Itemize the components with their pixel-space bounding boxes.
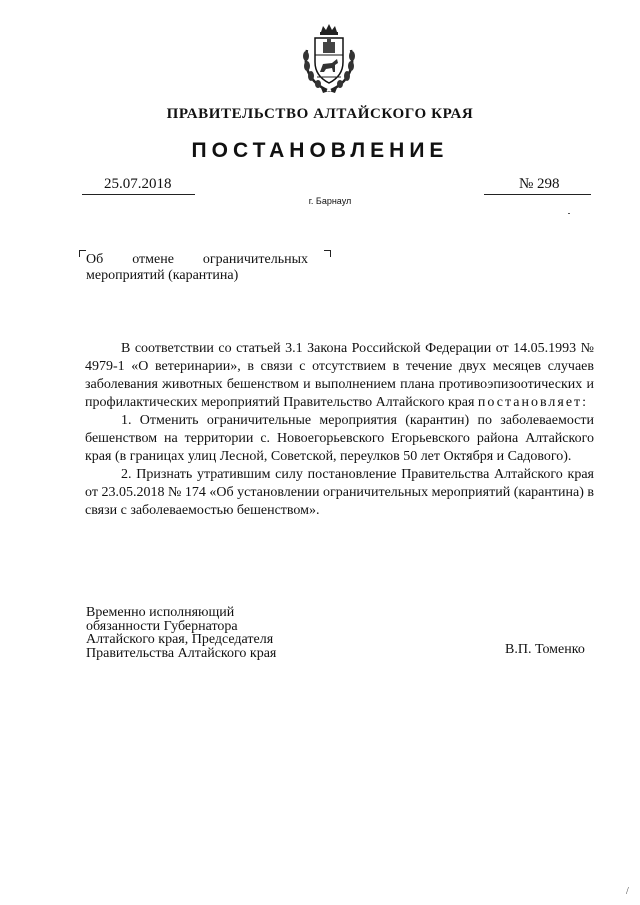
item-2-paragraph: 2. Признать утратившим силу постановление Правительства Алтайского края от 23.05.2018 № 174 «Об установлении ограничительных мероприятий (карантина) в связи с заболеваемостью бешенством». [85, 467, 594, 518]
document-type: ПОСТАНОВЛЕНИЕ [191, 139, 449, 162]
subject-corner-right [324, 250, 331, 257]
altai-krai-coat-of-arms-icon [299, 22, 359, 94]
number-underline [484, 194, 591, 195]
signer-title-line-1: Временно исполняющий [86, 605, 235, 620]
intro-paragraph [85, 340, 594, 412]
item-1-paragraph: 1. Отменить ограничительные мероприятия (карантин) по заболеваемости бешенством на территории с. Новоегорьевского Егорьевского района Алтайского края (в границах улиц Лесной, Советской, переулков 50 лет Октября и Садового). [85, 413, 594, 464]
document-number: № 298 [519, 176, 560, 192]
organization-title: ПРАВИТЕЛЬСТВО АЛТАЙСКОГО КРАЯ [166, 106, 474, 122]
signer-title-line-4: Правительства Алтайского края [86, 645, 277, 661]
subject-line-2: мероприятий (карантина) [86, 268, 239, 283]
intro-text: В соответствии со статьей 3.1 Закона Российской Федерации от 14.05.1993 № 4979-1 «О ветеринарии», в связи с отсутствием в течение двух месяцев случаев заболевания животных бешенством и выполнением плана противоэпизоотических и профилактических мероприятий Правительство Алтайского края [85, 341, 594, 410]
margin-mark: / [626, 886, 629, 897]
date-underline [82, 194, 195, 195]
signer-title-line-3: Алтайского края, Председателя [86, 632, 274, 647]
subject-corner-left [79, 250, 86, 257]
signer-title [86, 606, 276, 660]
document-date: 25.07.2018 [104, 176, 172, 192]
resolves-word: постановляет: [477, 395, 589, 410]
document-body [85, 340, 594, 520]
subject-line-1: Об отмене ограничительных [86, 252, 308, 267]
signer-title-line-2: обязанности Губернатора [86, 618, 238, 634]
scan-speck [568, 213, 570, 214]
document-subject [86, 252, 308, 284]
signatory-name: В.П. Томенко [505, 642, 585, 657]
city-label: г. Барнаул [308, 196, 352, 206]
